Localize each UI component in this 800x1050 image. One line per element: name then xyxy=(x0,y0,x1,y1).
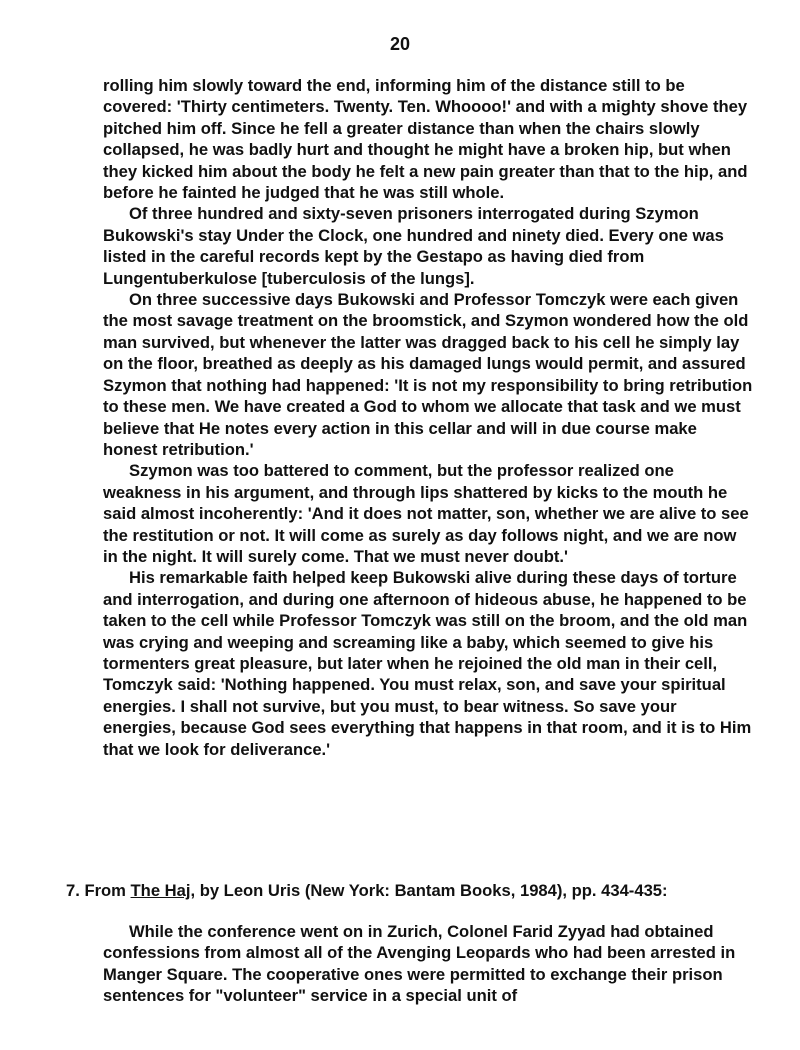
body-text xyxy=(103,75,753,760)
citation-suffix: , by Leon Uris (New York: Bantam Books, 1984), pp. 434-435: xyxy=(190,881,668,900)
page-number: 20 xyxy=(389,34,411,54)
paragraph-continuation: rolling him slowly toward the end, informing him of the distance still to be covered: 'Thirty centimeters. Twenty. Ten. Whoooo!' and with a mighty shove they pitched him off. Since he fell a greater distance than when the chairs slowly collapsed, he was badly hurt and thought he might have a broken hip, but when they kicked him about the body he felt a new pain greater than that to the hip, and before he fainted he judged that he was still whole. xyxy=(103,76,748,203)
paragraph-broomstick: On three successive days Bukowski and Professor Tomczyk were each given the most savage treatment on the broomstick, and Szymon wondered how the old man survived, but whenever the latter was dragged back to his cell he simply lay on the floor, breathed as deeply as his damaged lungs would permit, and assured Szymon that nothing had happened: 'It is not my responsibility to bring retribution to these men. We have created a God to whom we allocate that task and we must believe that He notes every action in this cellar and will in due course make honest retribution.' xyxy=(103,290,753,459)
paragraph-prisoners: Of three hundred and sixty-seven prisoners interrogated during Szymon Bukowski's stay Under the Clock, one hundred and ninety died. Every one was listed in the careful records kept by the Gestapo as having died from Lungentuberkulose [tuberculosis of the lungs]. xyxy=(103,204,724,288)
book-title: The Haj xyxy=(130,881,191,900)
source-citation xyxy=(66,880,766,902)
citation-prefix: 7. From xyxy=(66,881,131,900)
paragraph-professor-argument: Szymon was too battered to comment, but the professor realized one weakness in his argument, and through lips shattered by kicks to the mouth he said almost incoherently: 'And it does not matter, son, whether we are alive to see the restitution or not. It will come as surely as day follows night, and we are now in the night. It will surely come. That we must never doubt.' xyxy=(103,461,749,566)
quoted-excerpt xyxy=(103,921,753,1007)
paragraph-remarkable-faith: His remarkable faith helped keep Bukowski alive during these days of torture and interrogation, and during one afternoon of hideous abuse, he happened to be taken to the cell while Professor Tomczyk was still on the broom, and the old man was crying and weeping and screaming like a baby, which seemed to give his tormenters great pleasure, but later when he rejoined the old man in their cell, Tomczyk said: 'Nothing happened. You must relax, son, and save your spiritual energies. I shall not survive, but you must, to bear witness. So save your energies, because God sees everything that happens in that room, and it is to Him that we look for deliverance.' xyxy=(103,568,752,759)
excerpt-paragraph: While the conference went on in Zurich, Colonel Farid Zyyad had obtained confessions from almost all of the Avenging Leopards who had been arrested in Manger Square. The cooperative ones were permitted to exchange their prison sentences for "volunteer" service in a special unit of xyxy=(103,922,736,1006)
